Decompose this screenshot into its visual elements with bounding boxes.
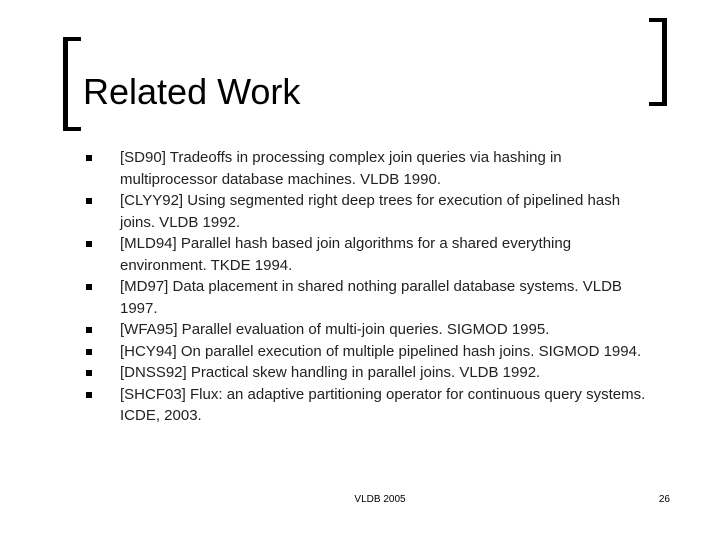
left-bracket-decoration xyxy=(63,37,81,131)
reference-text: [CLYY92] Using segmented right deep trees for execution of pipelined hash joins. VLDB 1992. xyxy=(120,192,621,231)
reference-list xyxy=(86,147,646,427)
bullet-icon xyxy=(86,370,92,376)
reference-item xyxy=(86,341,646,363)
right-bracket-stem xyxy=(662,18,667,106)
footer-conference: VLDB 2005 xyxy=(354,494,406,505)
bullet-icon xyxy=(86,241,92,247)
bullet-icon xyxy=(86,198,92,204)
page-number: 26 xyxy=(658,494,670,505)
reference-item xyxy=(86,276,646,319)
reference-text: [HCY94] On parallel execution of multiple pipelined hash joins. SIGMOD 1994. xyxy=(120,342,642,360)
reference-text: [WFA95] Parallel evaluation of multi-join queries. SIGMOD 1995. xyxy=(120,321,550,338)
reference-item xyxy=(86,233,646,276)
right-bracket-decoration xyxy=(649,18,667,106)
left-bracket-top xyxy=(63,37,81,41)
bullet-icon xyxy=(86,155,92,161)
reference-text: [DNSS92] Practical skew handling in parallel joins. VLDB 1992. xyxy=(120,364,541,381)
bullet-icon xyxy=(86,284,92,290)
right-bracket-top xyxy=(649,18,667,22)
reference-text: [MLD94] Parallel hash based join algorithms for a shared everything environment. TKDE 1994. xyxy=(120,235,572,274)
slide-title: Related Work xyxy=(83,71,301,112)
reference-item xyxy=(86,190,646,233)
reference-item xyxy=(86,384,646,427)
left-bracket-bottom xyxy=(63,127,81,131)
reference-item xyxy=(86,319,646,341)
reference-text: [SD90] Tradeoffs in processing complex join queries via hashing in multiprocessor database machines. VLDB 1990. xyxy=(120,149,562,188)
right-bracket-bottom xyxy=(649,102,667,106)
reference-text: [MD97] Data placement in shared nothing parallel database systems. VLDB 1997. xyxy=(120,278,622,317)
bullet-icon xyxy=(86,327,92,333)
reference-text: [SHCF03] Flux: an adaptive partitioning operator for continuous query systems. ICDE, 2003. xyxy=(120,385,646,424)
reference-item xyxy=(86,362,646,384)
bullet-icon xyxy=(86,392,92,398)
reference-item xyxy=(86,147,646,190)
bullet-icon xyxy=(86,349,92,355)
left-bracket-stem xyxy=(63,37,68,131)
